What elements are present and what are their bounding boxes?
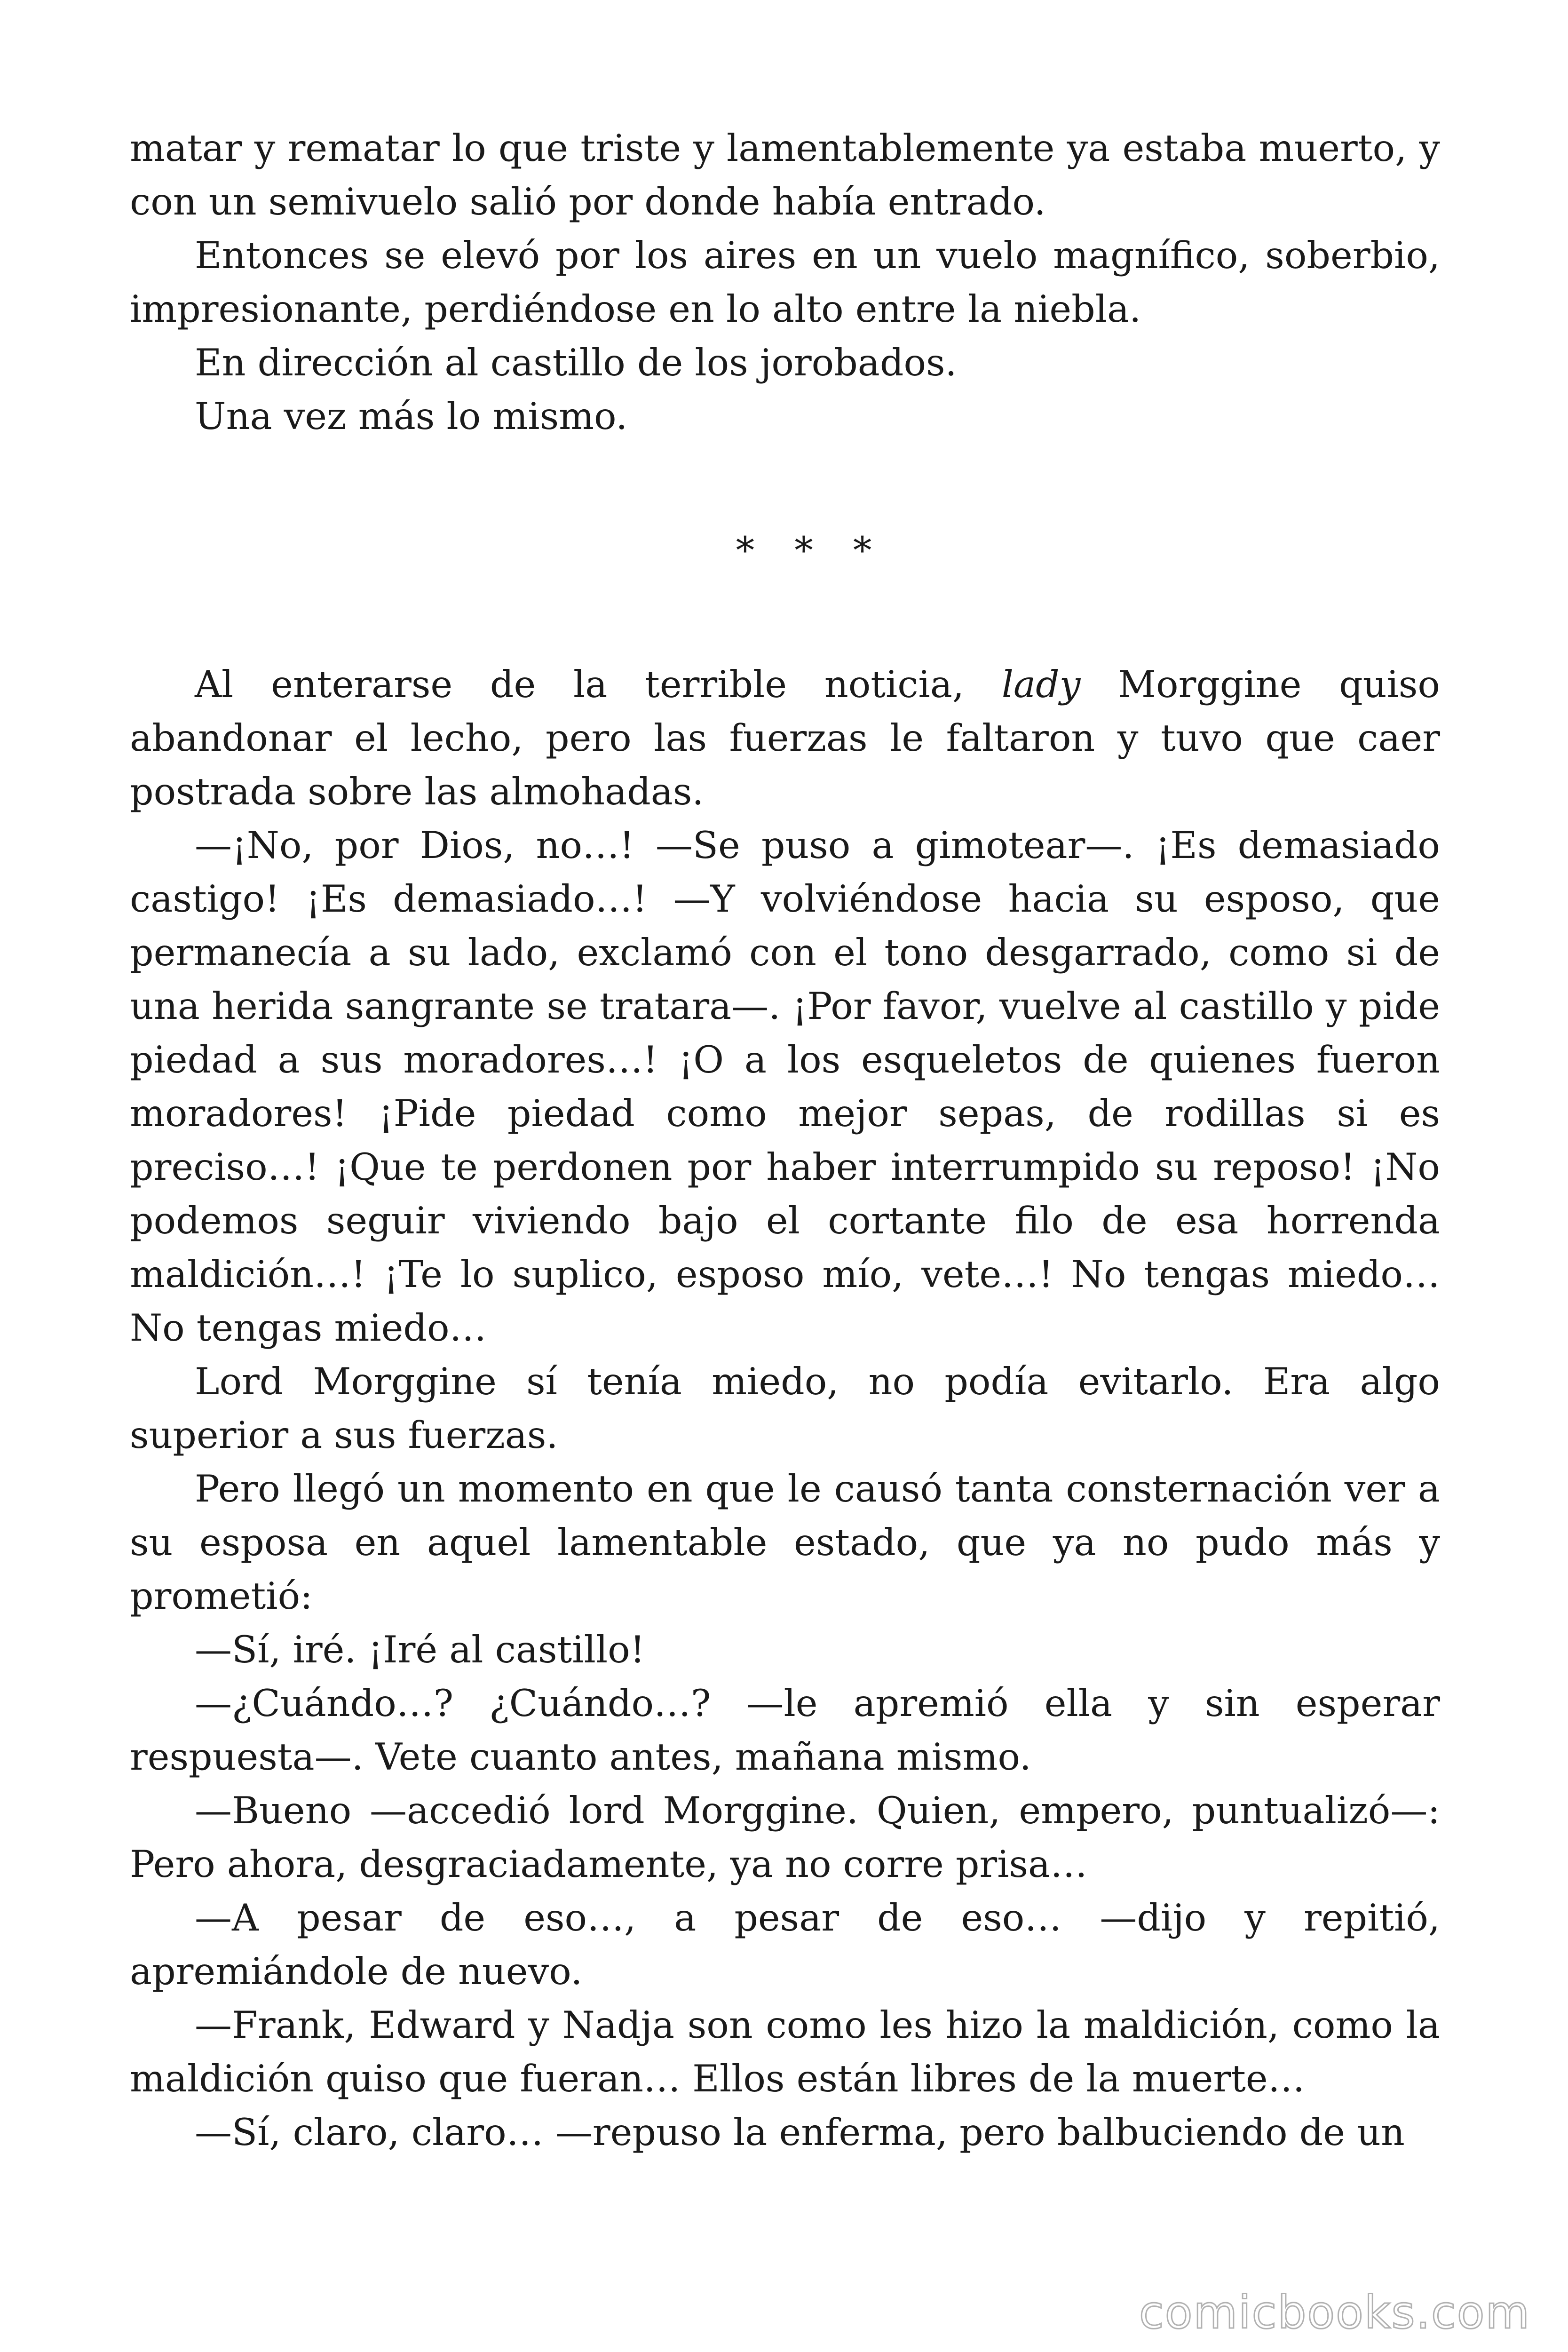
paragraph-dialogue: —¿Cuándo…? ¿Cuándo…? —le apremió ella y sin esperar respuesta—. Vete cuanto antes, mañana mismo. <box>130 1682 1440 1779</box>
paragraph-dialogue: —Bueno —accedió lord Morggine. Quien, empero, puntualizó—: Pero ahora, desgraciadamente, ya no corre prisa… <box>130 1789 1440 1886</box>
paragraph-dialogue: —¡No, por Dios, no…! —Se puso a gimotear—. ¡Es demasiado castigo! ¡Es demasiado…! —Y volviéndose hacia su esposo, que permanecía a su lado, exclamó con el tono desgarrado, como si de una herida sangrante se tratara—. ¡Por favor, vuelve al castillo y pide piedad a sus moradores…! ¡O a los esqueletos de quienes fueron moradores! ¡Pide piedad como mejor sepas, de rodillas si es preciso…! ¡Que te perdonen por haber interrumpido su reposo! ¡No podemos seguir viviendo bajo el cortante filo de esa horrenda maldición…! ¡Te lo suplico, esposo mío, vete…! No tengas miedo… No tengas miedo… <box>130 824 1440 1350</box>
paragraph-lady-after: Morggine quiso abandonar el lecho, pero las fuerzas le faltaron y tuvo que caer postrada sobre las almohadas. <box>130 663 1440 813</box>
paragraph-dialogue: —A pesar de eso…, a pesar de eso… —dijo y repitió, apremiándole de nuevo. <box>130 1896 1440 1993</box>
paragraph: Lord Morggine sí tenía miedo, no podía evitarlo. Era algo superior a sus fuerzas. <box>130 1360 1440 1457</box>
paragraph-dialogue: —Sí, iré. ¡Iré al castillo! <box>195 1628 645 1671</box>
section-separator: * * * <box>736 529 886 572</box>
paragraph: Pero llegó un momento en que le causó tanta consternación ver a su esposa en aquel lamentable estado, que ya no pudo más y prometió: <box>130 1467 1440 1618</box>
paragraph: En dirección al castillo de los jorobados. <box>195 341 957 384</box>
paragraph-dialogue-last: —Sí, claro, claro… —repuso la enferma, pero balbuciendo de un <box>195 2111 1405 2154</box>
paragraph: Entonces se elevó por los aires en un vuelo magnífico, soberbio, impresionante, perdiéndose en lo alto entre la niebla. <box>130 234 1440 331</box>
paragraph-continuation: matar y rematar lo que triste y lamentablemente ya estaba muerto, y con un semivuelo salió por donde había entrado. <box>130 127 1440 223</box>
text-column <box>130 121 1440 2159</box>
paragraph-lady-before: Al enterarse de la terrible noticia, <box>195 663 1002 706</box>
watermark-logo: comicbooks.com <box>1139 2286 1530 2339</box>
paragraph: Una vez más lo mismo. <box>195 395 628 438</box>
paragraph-dialogue: —Frank, Edward y Nadja son como les hizo la maldición, como la maldición quiso que fueran… Ellos están libres de la muerte… <box>130 2003 1440 2100</box>
paragraph-lady-italic: lady <box>1001 663 1081 706</box>
paragraph-lady <box>130 658 1440 818</box>
